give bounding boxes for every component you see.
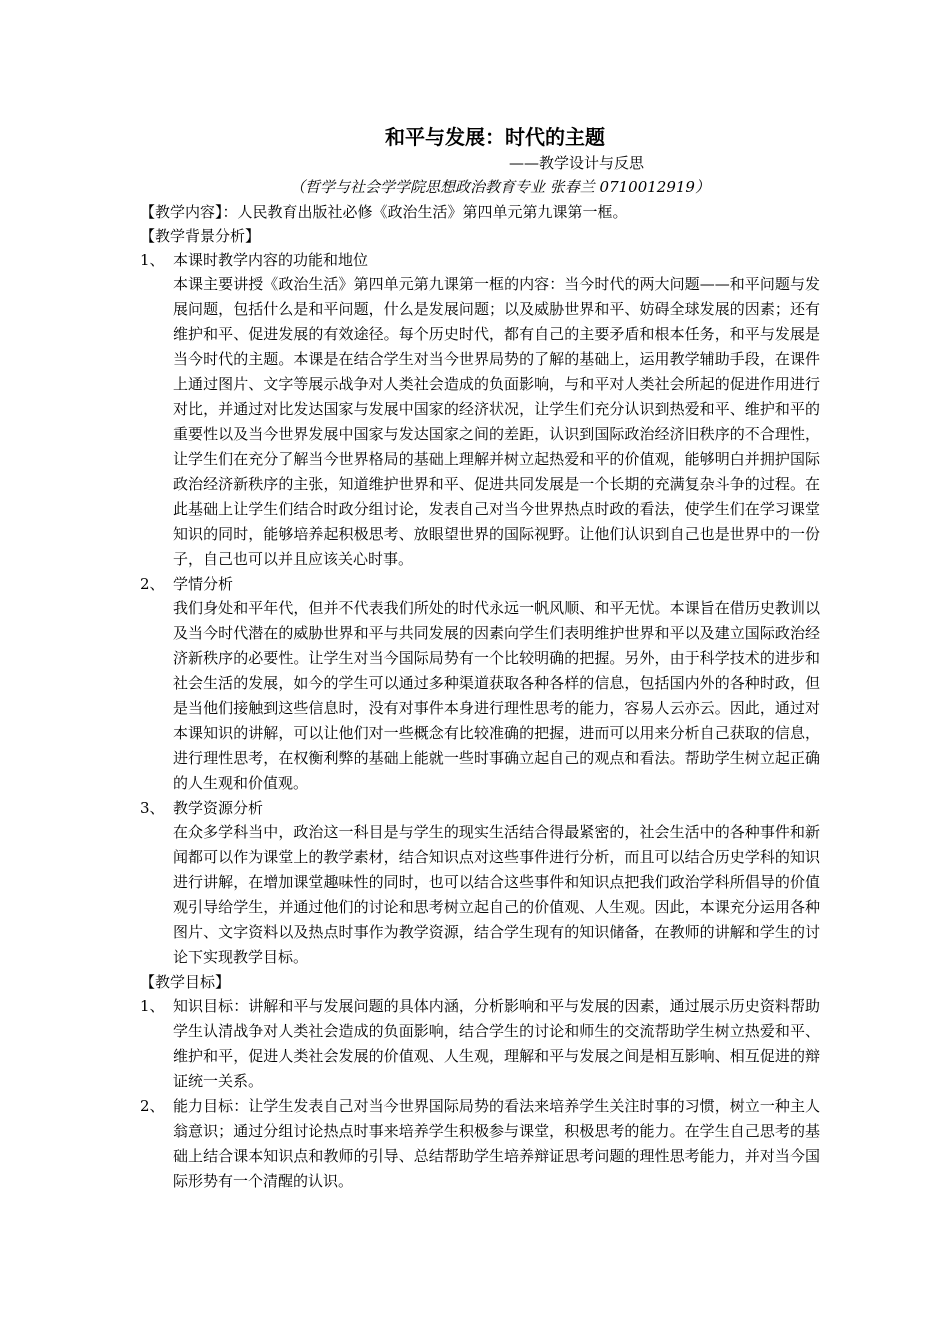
section-title: 教学资源分析 bbox=[173, 799, 264, 817]
section-number: 3、 bbox=[140, 799, 165, 817]
section-number: 1、 bbox=[140, 251, 165, 269]
section-function bbox=[140, 248, 820, 572]
section-number: 2、 bbox=[140, 575, 165, 593]
section-title: 学情分析 bbox=[173, 575, 234, 593]
section-paragraph: 本课主要讲授《政治生活》第四单元第九课第一框的内容：当今时代的两大问题——和平问题与发展问题，包括什么是和平问题，什么是发展问题；以及威胁世界和平、妨碍全球发展的因素；还有维护和平、促进发展的有效途径。每个历史时代，都有自己的主要矛盾和根本任务，和平与发展是当今时代的主题。本课是在结合学生对当今世界局势的了解的基础上，运用教学辅助手段，在课件上通过图片、文字等展示战争对人类社会造成的负面影响，与和平对人类社会所起的促进作用进行对比，并通过对比发达国家与发展中国家的经济状况，让学生们充分认识到热爱和平、维护和平的重要性以及当今世界发展中国家与发达国家之间的差距，认识到国际政治经济旧秩序的不合理性，让学生们在充分了解当今世界格局的基础上理解并树立起热爱和平的价值观，能够明白并拥护国际政治经济新秩序的主张，知道维护世界和平、促进共同发展是一个长期的充满复杂斗争的过程。在此基础上让学生们结合时政分组讨论，发表自己对当今世界热点时政的看法，使学生们在学习课堂知识的同时，能够培养起积极思考、放眼望世界的国际视野。让他们认识到自己也是世界中的一份子，自己也可以并且应该关心时事。 bbox=[173, 275, 820, 568]
goal-knowledge bbox=[140, 994, 820, 1094]
teaching-goals-header: 【教学目标】 bbox=[140, 973, 231, 991]
goal-number: 2、 bbox=[140, 1097, 165, 1115]
background-analysis-header: 【教学背景分析】 bbox=[140, 227, 261, 245]
document-subtitle: ——教学设计与反思 bbox=[508, 154, 644, 172]
teaching-content-line: 【教学内容】：人民教育出版社必修《政治生活》第四单元第九课第一框。 bbox=[140, 203, 628, 221]
section-paragraph: 我们身处和平年代，但并不代表我们所处的时代永远一帆风顺、和平无忧。本课旨在借历史教训以及当今时代潜在的威胁世界和平与共同发展的因素向学生们表明维护世界和平以及建立国际政治经济新秩序的必要性。让学生对当今国际局势有一个比较明确的把握。另外，由于科学技术的进步和社会生活的发展，如今的学生可以通过多种渠道获取各种各样的信息，包括国内外的各种时政，但是当他们接触到这些信息时，没有对事件本身进行理性思考的能力，容易人云亦云。因此，通过对本课知识的讲解，可以让他们对一些概念有比较准确的把握，进而可以用来分析自己获取的信息，进行理性思考，在权衡利弊的基础上能就一些时事确立起自己的观点和看法。帮助学生树立起正确的人生观和价值观。 bbox=[173, 599, 820, 792]
author-line: （哲学与社会学学院思想政治教育专业 张春兰 0710012919） bbox=[290, 178, 710, 196]
goal-ability bbox=[140, 1094, 820, 1194]
section-student-analysis bbox=[140, 572, 820, 796]
document-title: 和平与发展：时代的主题 bbox=[385, 125, 605, 149]
goal-text: 能力目标：让学生发表自己对当今世界国际局势的看法来培养学生关注时事的习惯，树立一种主人翁意识；通过分组讨论热点时事来培养学生积极参与课堂，积极思考的能力。在学生自己思考的基础上结合课本知识点和教师的引导、总结帮助学生培养辩证思考问题的理性思考能力，并对当今国际形势有一个清醒的认识。 bbox=[173, 1097, 820, 1190]
section-heading bbox=[140, 248, 820, 272]
goal-text: 知识目标：讲解和平与发展问题的具体内涵，分析影响和平与发展的因素，通过展示历史资料帮助学生认清战争对人类社会造成的负面影响，结合学生的讨论和师生的交流帮助学生树立热爱和平、维护和平，促进人类社会发展的价值观、人生观，理解和平与发展之间是相互影响、相互促进的辩证统一关系。 bbox=[173, 997, 820, 1090]
section-title: 本课时教学内容的功能和地位 bbox=[173, 251, 369, 269]
section-paragraph: 在众多学科当中，政治这一科目是与学生的现实生活结合得最紧密的，社会生活中的各种事件和新闻都可以作为课堂上的教学素材，结合知识点对这些事件进行分析，而且可以结合历史学科的知识进行讲解，在增加课堂趣味性的同时，也可以结合这些事件和知识点把我们政治学科所倡导的价值观引导给学生，并通过他们的讨论和思考树立起自己的价值观、人生观。因此，本课充分运用各种图片、文字资料以及热点时事作为教学资源，结合学生现有的知识储备，在教师的讲解和学生的讨论下实现教学目标。 bbox=[173, 823, 820, 966]
section-heading bbox=[140, 572, 820, 596]
goal-number: 1、 bbox=[140, 997, 165, 1015]
section-heading bbox=[140, 796, 820, 820]
document-page bbox=[140, 122, 820, 1194]
section-resource-analysis bbox=[140, 796, 820, 970]
